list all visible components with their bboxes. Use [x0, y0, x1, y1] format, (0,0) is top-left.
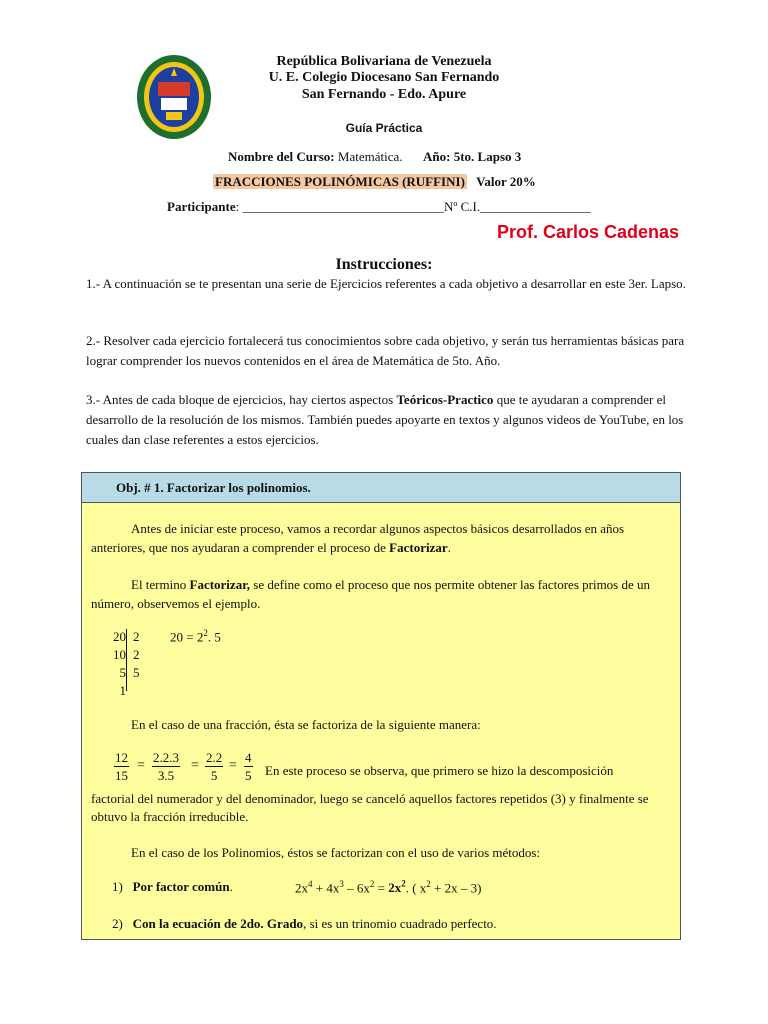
header-republic: República Bolivariana de Venezuela: [276, 54, 492, 69]
factor-number: 20: [113, 629, 126, 644]
equals-sign: =: [137, 758, 145, 773]
term-text-b: se define como el proceso que nos permite obtener las factores primos de un número, observemos el ejemplo.: [91, 577, 651, 611]
factor-prime: 2: [133, 647, 140, 662]
instruction-2: 2.- Resolver cada ejercicio fortalecerá tus conocimientos sobre cada objetivo, y serán tus herramientas básicas para lograr comprender los nuevos contenidos en el área de Matemática de 5to. Año.: [86, 333, 685, 368]
equals-sign: =: [191, 758, 199, 773]
objective-header: Obj. # 1. Factorizar los polinomios.: [81, 472, 681, 503]
fraction-description-2: factorial del numerador y del denominador, luego se canceló aquellos factores repetidos (3) y finalmente se obtuvo la fracción irreducible.: [91, 791, 649, 824]
fraction-denominator: 15: [115, 768, 128, 783]
fraction-numerator: 4: [245, 750, 252, 765]
ci-field: Nº C.I._________________: [443, 199, 591, 214]
instruction-3: [86, 390, 686, 450]
lapse-value: Lapso 3: [477, 149, 522, 164]
course-line: [228, 149, 521, 165]
factor-divider: [126, 629, 127, 691]
professor-name: Prof. Carlos Cadenas: [497, 222, 680, 242]
equals-sign: =: [229, 758, 237, 773]
fraction-description-1: En este proceso se observa, que primero se hizo la descomposición: [265, 763, 614, 778]
method-2: [112, 916, 497, 932]
fraction-denominator: 3.5: [157, 768, 175, 783]
fraction-3: [205, 749, 223, 784]
factor-prime: 2: [133, 629, 140, 644]
intro-end: .: [447, 540, 451, 555]
polynomial-intro: En el caso de los Polinomios, éstos se factorizan con el uso de varios métodos:: [131, 845, 541, 860]
fraction-denominator: 5: [210, 768, 218, 783]
method-1: [112, 879, 233, 895]
factor-prime: 5: [133, 665, 140, 680]
topic-highlight: FRACCIONES POLINÓMICAS (RUFFINI): [215, 174, 465, 189]
fraction-numerator: 12: [115, 750, 128, 765]
fraction-numerator: 2.2: [206, 750, 223, 765]
eq-right: . 5: [207, 629, 221, 645]
eq-left: 20 = 2: [170, 629, 204, 645]
factor-numbers: [106, 628, 126, 700]
instruction-3-bold: Teóricos-Practico: [396, 392, 494, 407]
year-value: 5to.: [453, 149, 475, 164]
fraction-4: [244, 749, 253, 784]
method-number: 1): [112, 879, 123, 894]
course-name-value: Matemática.: [337, 149, 403, 164]
instruction-1: 1.- A continuación se te presentan una serie de Ejercicios referentes a cada objetivo a desarrollar en este 3er. Lapso.: [86, 276, 686, 291]
method-1-title: Por factor común: [132, 879, 230, 894]
value-percent: Valor 20%: [476, 174, 536, 189]
instruction-3-text-a: 3.- Antes de cada bloque de ejercicios, hay ciertos aspectos: [86, 392, 397, 407]
factor-number: 1: [119, 683, 126, 698]
fraction-denominator: 5: [245, 768, 252, 783]
participant-label: Participante: [167, 199, 236, 214]
factorization-equation: [170, 628, 221, 645]
factor-primes: [133, 628, 140, 682]
method-number: 2): [112, 916, 123, 931]
eq-exponent: 2: [203, 628, 208, 638]
participant-line: [167, 199, 591, 215]
guide-title: Guía Práctica: [345, 121, 423, 135]
method-1-dot: .: [229, 879, 233, 894]
instructions-title: Instrucciones:: [335, 256, 433, 273]
instruction-3-text-b: que te ayudaran a comprender el desarrollo de la resolución de los mismos. También puedes apoyarte en textos y algunos videos de YouTube, en los cuales dan clase referentes a estos ejercicios.: [86, 392, 684, 447]
fraction-1: [114, 749, 129, 784]
header-school: U. E. Colegio Diocesano San Fernando: [268, 70, 500, 85]
method-2-title: Con la ecuación de 2do. Grado: [132, 916, 304, 931]
fraction-intro: En el caso de una fracción, ésta se factoriza de la siguiente manera:: [131, 717, 481, 732]
term-bold: Factorizar,: [189, 577, 251, 592]
factor-number: 10: [113, 647, 126, 662]
factor-number: 5: [119, 665, 126, 680]
topic-line: [213, 174, 536, 190]
fraction-2: [152, 749, 180, 784]
participant-blank: : _______________________________: [235, 199, 444, 214]
term-text-a: El termino: [131, 577, 190, 592]
header-location: San Fernando - Edo. Apure: [301, 87, 467, 102]
year-label: Año:: [423, 149, 451, 164]
common-factor-expression: $2x^4 + 4x^3 - 6x^2 = 2x^2$. ( $x^2 + 2x - 3$): [295, 879, 482, 896]
objective-intro: [91, 519, 675, 557]
intro-bold: Factorizar: [389, 540, 448, 555]
intro-text: Antes de iniciar este proceso, vamos a recordar algunos aspectos básicos desarrollados en años anteriores, que nos ayudaran a comprender el proceso de: [91, 521, 625, 555]
method-2-text: , si es un trinomio cuadrado perfecto.: [303, 916, 497, 931]
course-name-label: Nombre del Curso:: [228, 149, 335, 164]
term-definition: [91, 575, 675, 613]
fraction-numerator: 2.2.3: [153, 750, 179, 765]
